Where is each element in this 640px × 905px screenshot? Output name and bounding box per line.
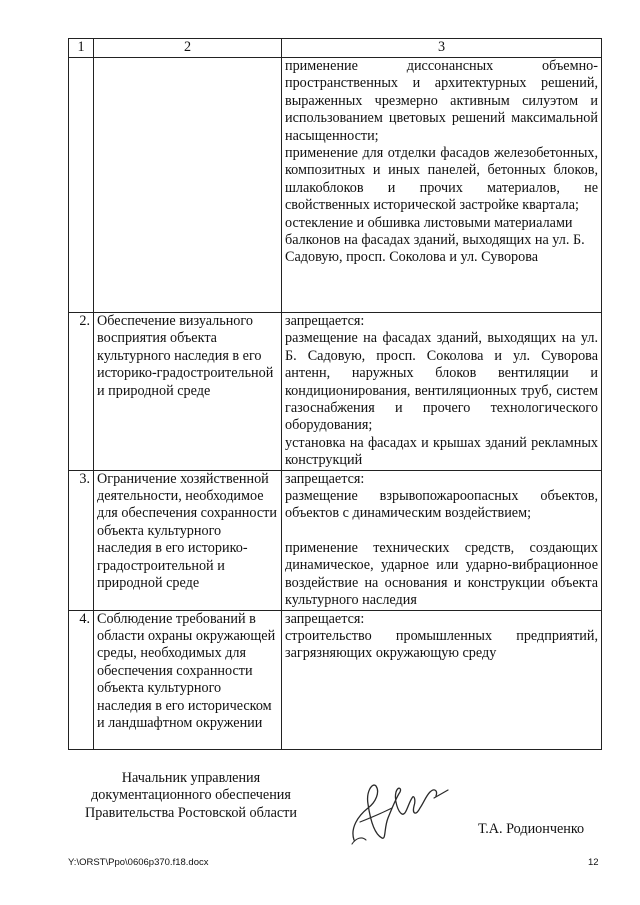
restriction-item: применение диссонансных объемно-пространственных и архитектурных решений, выраженных чрезмерно активным силуэтом и использованием цветовых решений максимальной насыщенности; — [285, 58, 598, 144]
restrictions-cell — [282, 58, 602, 313]
table-row — [69, 610, 602, 749]
signatory-position — [66, 770, 316, 822]
restrictions-intro: запрещается: — [285, 313, 365, 329]
page-number: 12 — [588, 857, 599, 868]
restrictions-cell — [282, 470, 602, 610]
position-line: Начальник управления — [121, 770, 261, 786]
row-number: 3. — [69, 470, 94, 610]
signatory-name: Т.А. Родионченко — [478, 821, 585, 837]
restriction-item: применение технических средств, создающих динамическое, ударное или ударно-вибрационное воздействие на основания и конструкции объекта культурного наследия — [285, 539, 598, 609]
header-cell-2: 2 — [94, 39, 282, 58]
restrictions-intro: запрещается: — [285, 610, 365, 627]
restrictions-intro: запрещается: — [285, 470, 365, 487]
table-row — [69, 313, 602, 471]
row-number: 4. — [69, 610, 94, 749]
header-cell-1: 1 — [69, 39, 94, 58]
handwritten-signature — [346, 778, 456, 850]
restriction-item: размещение взрывопожароопасных объектов, объектов с динамическим воздействием; — [285, 488, 598, 522]
requirement-cell: Соблюдение требований в области охраны окружающей среды, необходимых для обеспечения сохранности объекта культурного наследия в его историческом и ландшафтном окружении — [94, 610, 282, 749]
restrictions-table — [68, 38, 602, 750]
requirement-cell: Ограничение хозяйственной деятельности, необходимое для обеспечения сохранности объекта культурного наследия в его историко-градостроительной и природной среде — [94, 470, 282, 610]
row-number: 2. — [69, 313, 94, 471]
position-line: документационного обеспечения — [91, 787, 291, 804]
restriction-item: применение для отделки фасадов железобетонных, композитных и иных панелей, бетонных блоков, шлакоблоков и прочих материалов, не свойственных исторической застройке квартала; — [285, 145, 598, 214]
requirement-cell-empty — [94, 58, 282, 313]
row-number-empty — [69, 58, 94, 313]
restriction-item: остекление и обшивка листовыми материалами балконов на фасадах зданий, выходящих на ул. Б. Садовую, просп. Соколова и ул. Суворова — [285, 214, 585, 266]
table-header-row — [69, 39, 602, 58]
file-path: Y:\ORST\Ppo\0606p370.f18.docx — [68, 857, 209, 868]
restriction-item: установка на фасадах и крышах зданий рекламных конструкций — [285, 434, 598, 469]
restriction-item: размещение на фасадах зданий, выходящих на ул. Б. Садовую, просп. Соколова и ул. Суворова антенн, наружных блоков вентиляции и кондиционирования, вентиляционных труб, систем газоснабжения и прочего технологического оборудования; — [285, 330, 598, 434]
position-line: Правительства Ростовской области — [85, 804, 297, 821]
requirement-cell: Обеспечение визуального восприятия объекта культурного наследия в его историко-градостроительной и природной среде — [94, 313, 282, 471]
header-cell-3: 3 — [282, 39, 602, 58]
restrictions-cell — [282, 610, 602, 749]
table-row — [69, 470, 602, 610]
restriction-item: строительство промышленных предприятий, загрязняющих окружающую среду — [285, 627, 598, 662]
restrictions-cell — [282, 313, 602, 471]
table-row-continuation — [69, 58, 602, 313]
